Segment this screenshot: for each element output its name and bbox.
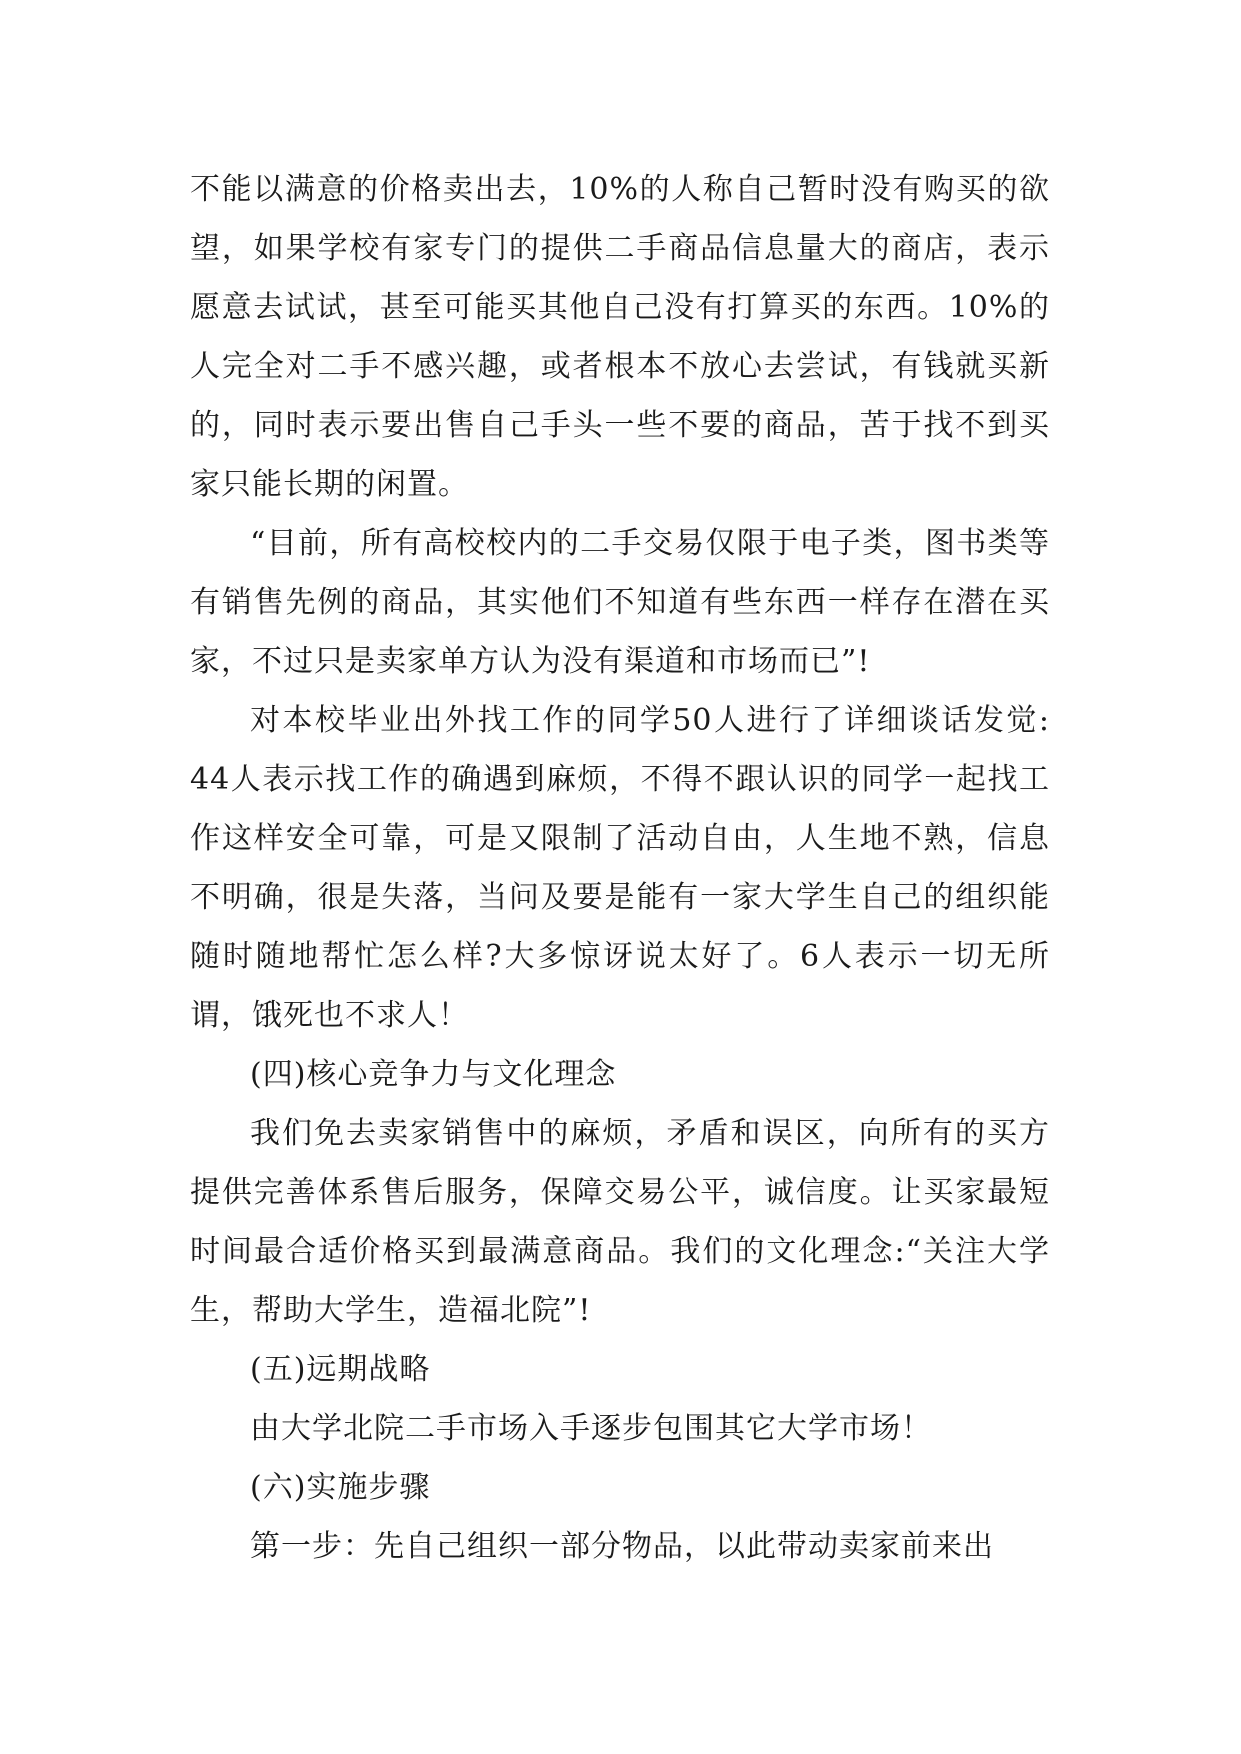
paragraph-quote: “目前，所有高校校内的二手交易仅限于电子类，图书类等有销售先例的商品，其实他们不知道有些东西一样存在潜在买家，不过只是卖家单方认为没有渠道和市场而已”! xyxy=(190,526,1050,679)
paragraph-culture: 我们免去卖家销售中的麻烦，矛盾和误区，向所有的买方提供完善体系售后服务，保障交易公平，诚信度。让买家最短时间最合适价格买到最满意商品。我们的文化理念:“关注大学生，帮助大学生，造福北院”! xyxy=(190,1116,1050,1328)
document-body xyxy=(190,160,1050,1576)
paragraph-strategy: 由大学北院二手市场入手逐步包围其它大学市场！ xyxy=(250,1411,932,1446)
heading-implementation-steps: (六)实施步骤 xyxy=(250,1470,431,1505)
paragraph-step-one: 第一步：先自己组织一部分物品，以此带动卖家前来出 xyxy=(250,1529,994,1564)
paragraph-survey-continued: 不能以满意的价格卖出去，10%的人称自己暂时没有购买的欲望，如果学校有家专门的提供二手商品信息量大的商店，表示愿意去试试，甚至可能买其他自己没有打算买的东西。10%的人完全对二手不感兴趣，或者根本不放心去尝试，有钱就买新的，同时表示要出售自己手头一些不要的商品，苦于找不到买家只能长期的闲置。 xyxy=(190,172,1050,502)
heading-core-competitiveness: (四)核心竞争力与文化理念 xyxy=(250,1057,617,1092)
heading-long-term-strategy: (五)远期战略 xyxy=(250,1352,431,1387)
paragraph-graduates: 对本校毕业出外找工作的同学50人进行了详细谈话发觉: 44人表示找工作的确遇到麻烦，不得不跟认识的同学一起找工作这样安全可靠，可是又限制了活动自由，人生地不熟，信息不明确，很是失落，当问及要是能有一家大学生自己的组织能随时随地帮忙怎么样?大多惊讶说太好了。6人表示一切无所谓，饿死也不求人！ xyxy=(190,703,1050,1033)
